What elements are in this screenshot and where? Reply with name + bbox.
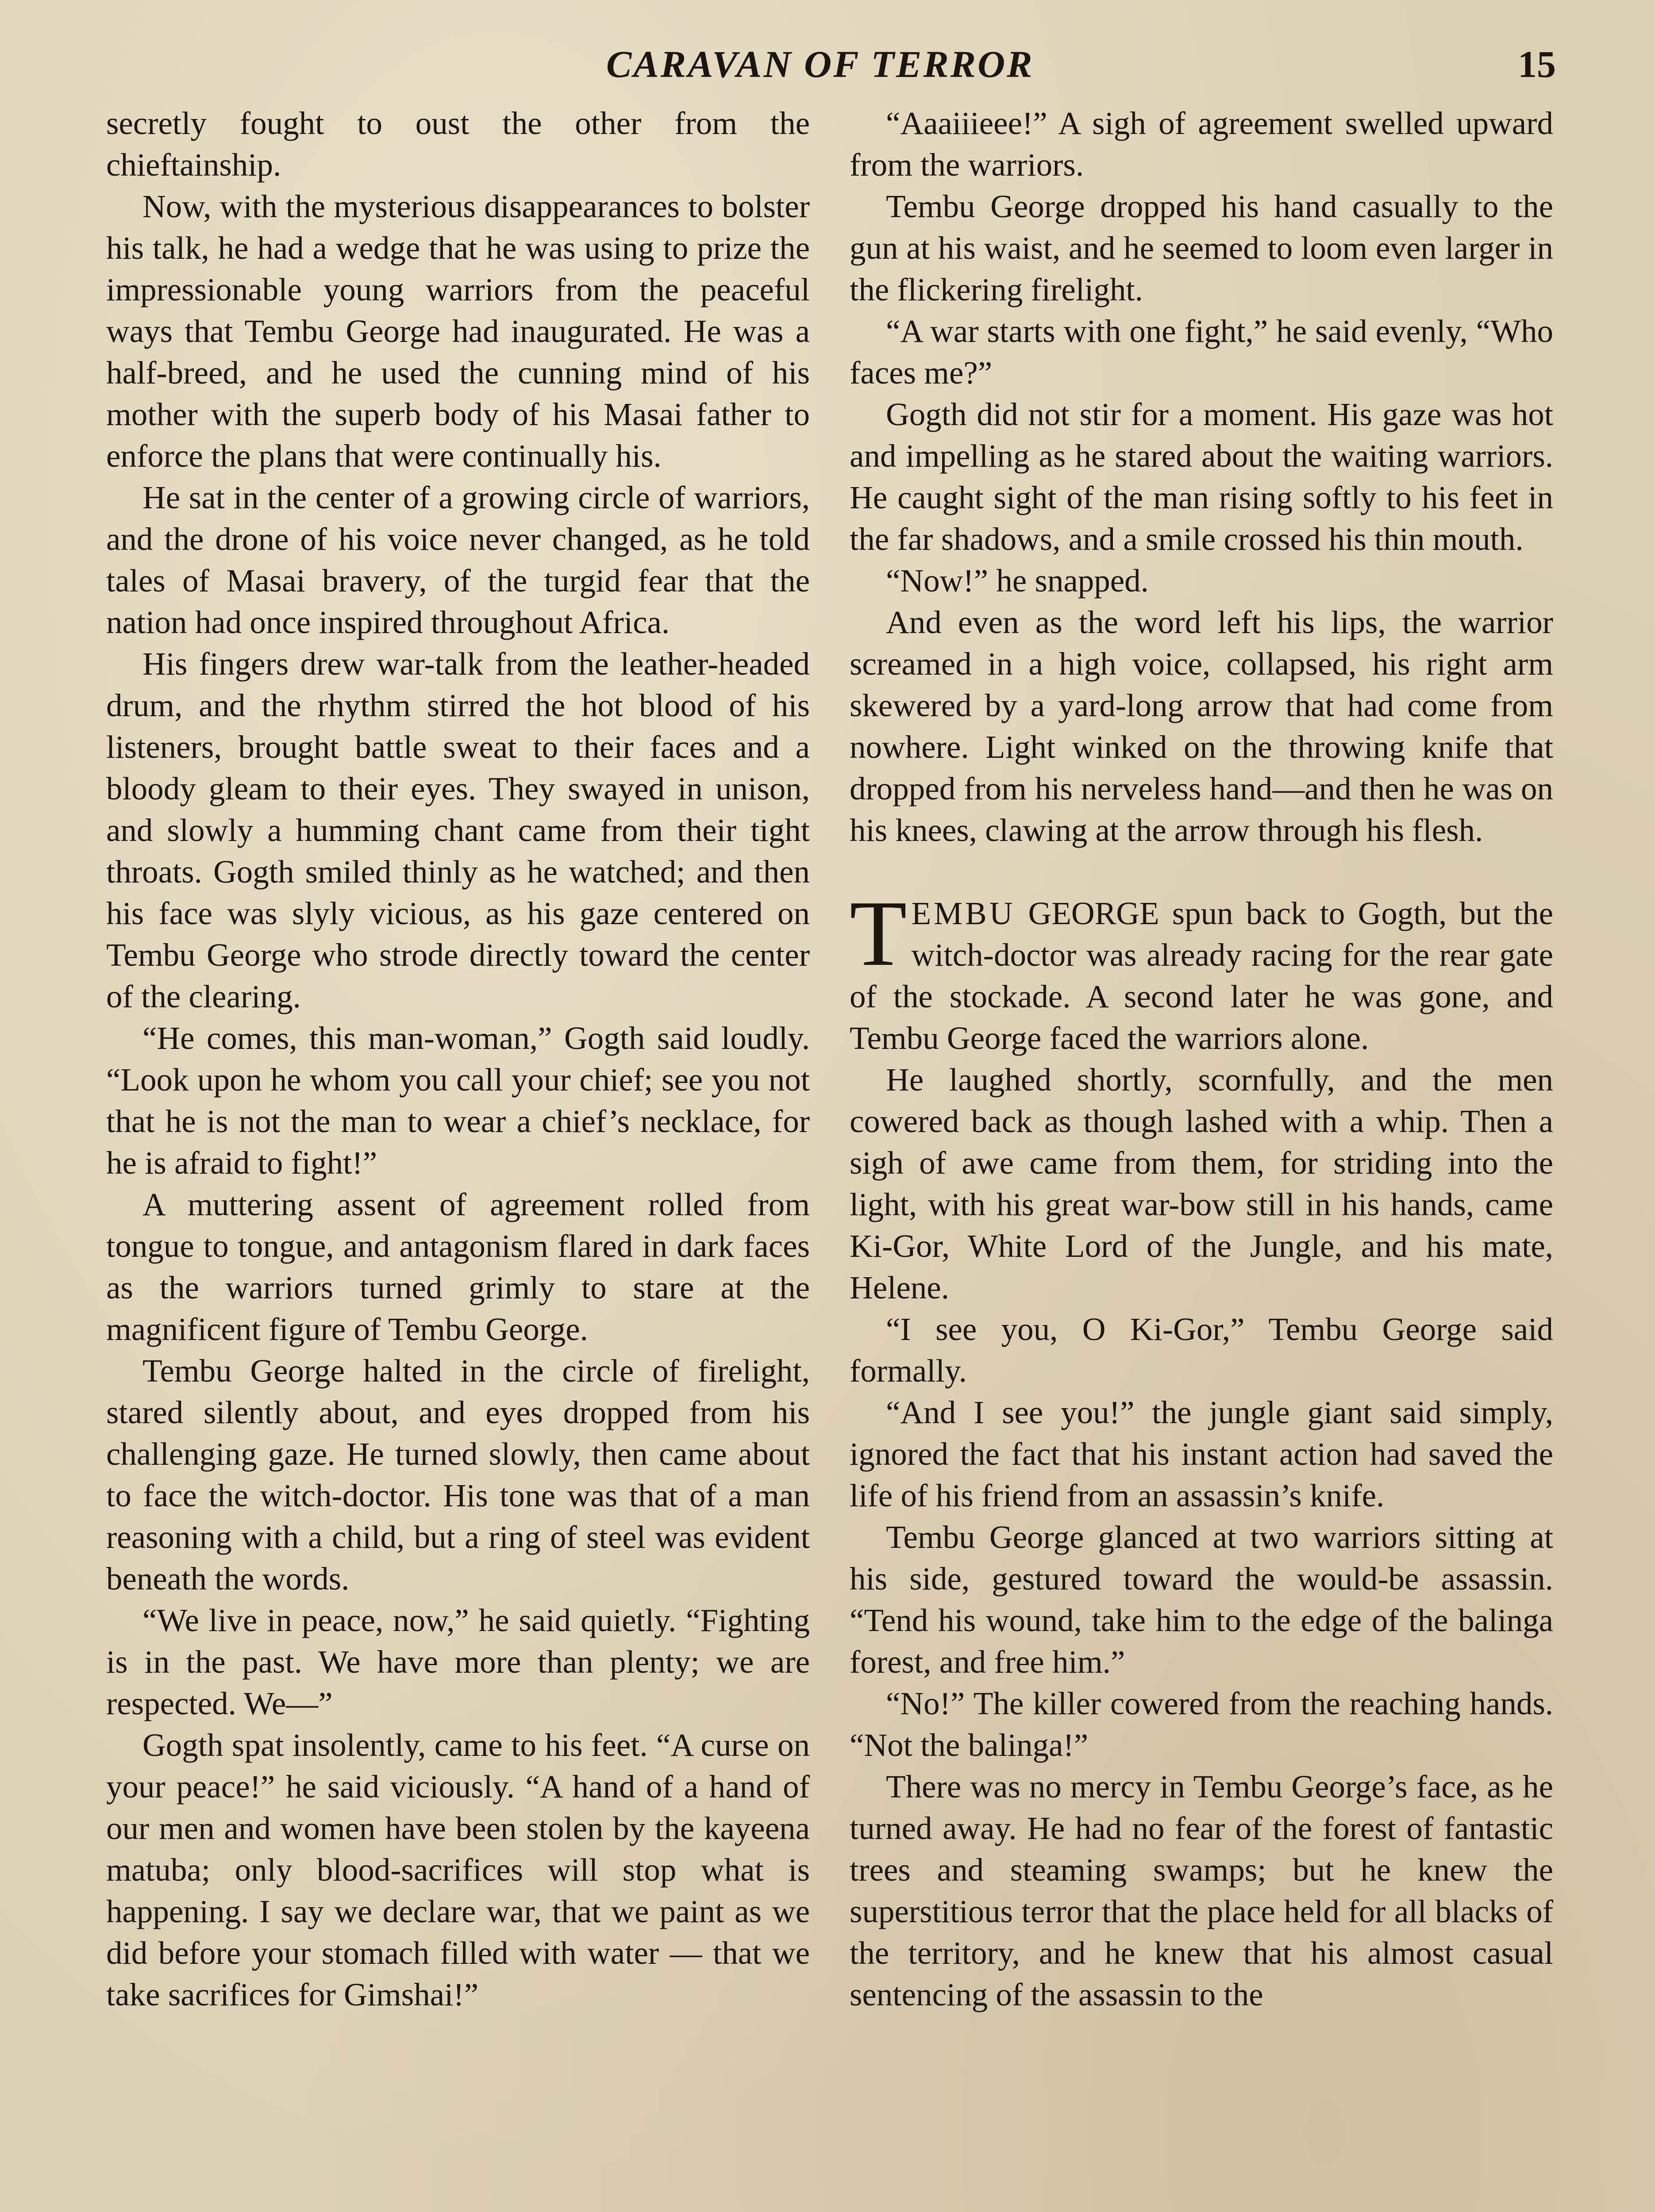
paragraph: “No!” The killer cowered from the reaching hands. “Not the balinga!” (850, 1686, 1553, 1763)
paragraph: His fingers drew war-talk from the leather-headed drum, and the rhythm stirred the hot blood of his listeners, brought battle sweat to their faces and a bloody gleam to their eyes. They swayed in unison, and slowly a humming chant came from their tight throats. Gogth smiled thinly as he watched; and then his face was slyly vicious, as his gaze centered on Tembu George who strode directly toward the center of the clearing. (106, 646, 810, 1014)
paragraph: He sat in the center of a growing circle of warriors, and the drone of his voice never changed, as he told tales of Masai bravery, of the turgid fear that the nation had once inspired throughout Africa. (106, 480, 810, 640)
drop-cap: T (850, 881, 907, 985)
paragraph: Tembu George halted in the circle of firelight, stared silently about, and eyes dropped from his challenging gaze. He turned slowly, then came about to face the witch-doctor. His tone was that of a man reasoning with a child, but a ring of steel was evident beneath the words. (106, 1353, 810, 1597)
page-header (0, 42, 1655, 91)
paragraph: Gogth did not stir for a moment. His gaze was hot and impelling as he stared about the waiting warriors. He caught sight of the man rising softly to his feet in the far shadows, and a smile crossed his thin mouth. (850, 396, 1553, 557)
paragraph: “We live in peace, now,” he said quietly. “Fighting is in the past. We have more than plenty; we are respected. We—” (106, 1602, 810, 1721)
paragraph: “He comes, this man-woman,” Gogth said loudly. “Look upon he whom you call your chief; see you not that he is not the man to wear a chief’s necklace, for he is afraid to fight!” (106, 1020, 810, 1181)
paragraph: “A war starts with one fight,” he said evenly, “Who faces me?” (850, 313, 1553, 391)
running-title: CARAVAN OF TERROR (606, 43, 1034, 85)
page-number: 15 (1518, 43, 1556, 85)
paragraph: “Now!” he snapped. (886, 563, 1149, 599)
paragraph: Tembu George dropped his hand casually to the gun at his waist, and he seemed to loom even larger in the flickering firelight. (850, 188, 1553, 307)
paragraph: “Aaaiiieee!” A sigh of agreement swelled upward from the warriors. (850, 105, 1553, 183)
paragraph: A muttering assent of agreement rolled from tongue to tongue, and antagonism flared in dark faces as the warriors turned grimly to stare at the magnificent figure of Tembu George. (106, 1187, 810, 1347)
right-column (850, 103, 1553, 2016)
paragraph: “I see you, O Ki-Gor,” Tembu George said formally. (850, 1311, 1553, 1389)
paragraph: And even as the word left his lips, the warrior screamed in a high voice, collapsed, his right arm skewered by a yard-long arrow that had come from nowhere. Light winked on the throwing knife that dropped from his nerveless hand—and then he was on his knees, clawing at the arrow through his flesh. (850, 604, 1553, 848)
section-opening-text: GEORGE spun back to Gogth, but the witch-doctor was already racing for the rear gate of the stockade. A second later he was gone, and Tembu George faced the warriors alone. (850, 895, 1553, 1056)
left-column (106, 103, 810, 2016)
paragraph: Gogth spat insolently, came to his feet. “A curse on your peace!” he said viciously. “A hand of a hand of our men and women have been stolen by the kayeena matuba; only blood-sacrifices will stop what is happening. I say we declare war, that we paint as we did before your stomach filled with water — that we take sacrifices for Gimshai!” (106, 1727, 810, 2012)
paragraph: Now, with the mysterious disappearances to bolster his talk, he had a wedge that he was using to prize the impressionable young warriors from the peaceful ways that Tembu George had inaugurated. He was a half-breed, and he used the cunning mind of his mother with the superb body of his Masai father to enforce the plans that were continually his. (106, 188, 810, 474)
paragraph: There was no mercy in Tembu George’s face, as he turned away. He had no fear of the forest of fantastic trees and steaming swamps; but he knew the superstitious terror that the place held for all blacks of the territory, and he knew that his almost casual sentencing of the assassin to the (850, 1769, 1553, 2012)
paragraph: Tembu George glanced at two warriors sitting at his side, gestured toward the would-be assassin. “Tend his wound, take him to the edge of the balinga forest, and free him.” (850, 1519, 1553, 1680)
drop-word-rest: EMBU (911, 895, 1016, 931)
paragraph: “And I see you!” the jungle giant said simply, ignored the fact that his instant action had saved the life of his friend from an assassin’s knife. (850, 1394, 1553, 1513)
paragraph: He laughed shortly, scornfully, and the men cowered back as though lashed with a whip. Then a sigh of awe came from them, for striding into the light, with his great war-bow still in his hands, came Ki-Gor, White Lord of the Jungle, and his mate, Helene. (850, 1062, 1553, 1306)
section-opening-paragraph (850, 881, 1553, 1059)
paragraph: secretly fought to oust the other from the chieftainship. (106, 105, 810, 183)
